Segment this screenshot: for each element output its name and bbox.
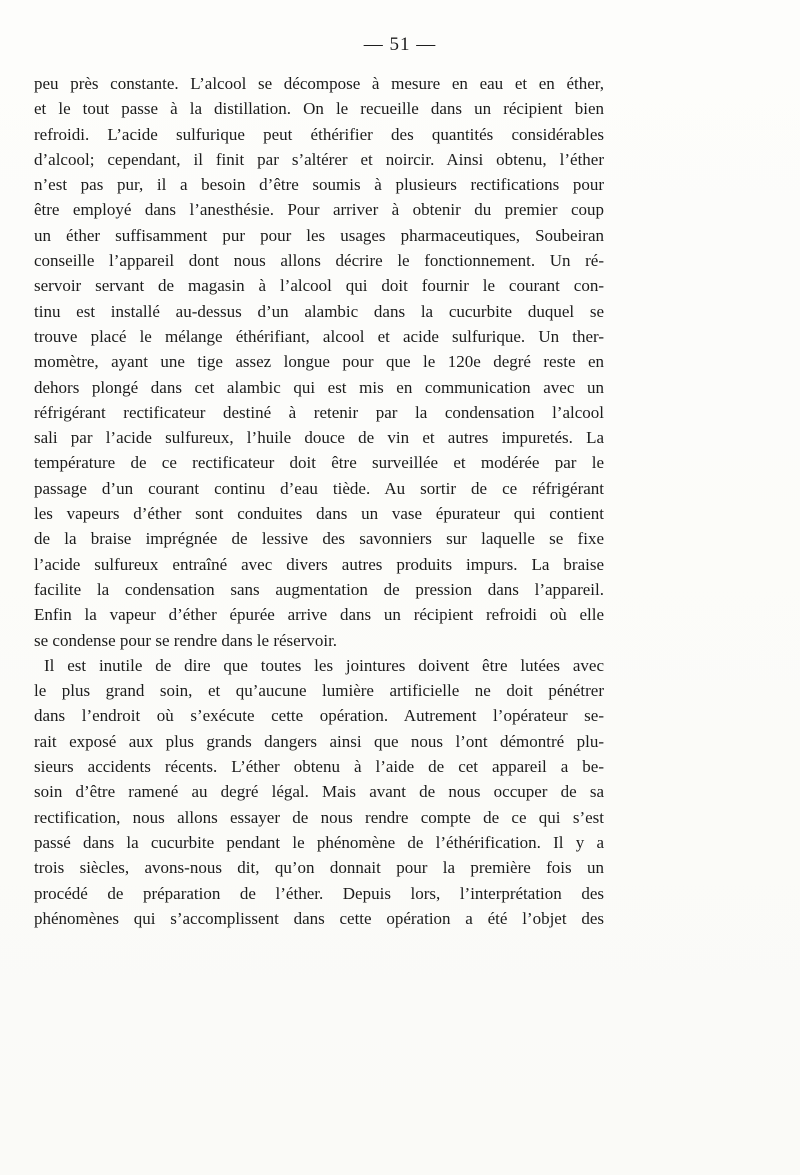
text-line: et le tout passe à la distillation. On le recueille dans un récipient bien: [34, 99, 604, 119]
text-line: de la braise imprégnée de lessive des savonniers sur laquelle se fixe: [34, 529, 604, 549]
text-line: le plus grand soin, et qu’aucune lumière artificielle ne doit pénétrer: [34, 681, 604, 701]
text-line: sali par l’acide sulfureux, l’huile douce de vin et autres impuretés. La: [34, 428, 604, 448]
text-line: rectification, nous allons essayer de nous rendre compte de ce qui s’est: [34, 807, 604, 827]
text-line: servoir servant de magasin à l’alcool qui doit fournir le courant con-: [34, 276, 604, 296]
body-text: [34, 71, 604, 931]
text-line: être employé dans l’anesthésie. Pour arriver à obtenir du premier coup: [34, 200, 604, 220]
text-line: dans l’endroit où s’exécute cette opération. Autrement l’opérateur se-: [34, 706, 604, 726]
text-line: d’alcool; cependant, il finit par s’altérer et noircir. Ainsi obtenu, l’éther: [34, 149, 604, 169]
page-number: — 51 —: [363, 34, 437, 55]
text-line: réfrigérant rectificateur destiné à retenir par la condensation l’alcool: [34, 402, 604, 422]
text-line: conseille l’appareil dont nous allons décrire le fonctionnement. Un ré-: [34, 251, 604, 271]
text-line: tinu est installé au-dessus d’un alambic dans la cucurbite duquel se: [34, 301, 604, 321]
text-line: Enfin la vapeur d’éther épurée arrive dans un récipient refroidi où elle: [34, 605, 604, 625]
text-line: facilite la condensation sans augmentation de pression dans l’appareil.: [34, 579, 604, 599]
text-line: passage d’un courant continu d’eau tiède. Au sortir de ce réfrigérant: [34, 478, 604, 498]
text-line: trouve placé le mélange éthérifiant, alcool et acide sulfurique. Un ther-: [34, 326, 604, 346]
text-line: l’acide sulfureux entraîné avec divers autres produits impurs. La braise: [34, 554, 604, 574]
text-line: procédé de préparation de l’éther. Depuis lors, l’interprétation des: [34, 883, 604, 903]
text-line: rait exposé aux plus grands dangers ainsi que nous l’ont démontré plu-: [34, 731, 604, 751]
text-line: soin d’être ramené au degré légal. Mais avant de nous occuper de sa: [34, 782, 604, 802]
text-line: Il est inutile de dire que toutes les jointures doivent être lutées avec: [44, 655, 604, 675]
text-line: refroidi. L’acide sulfurique peut éthérifier des quantités considérables: [34, 124, 604, 144]
text-line: n’est pas pur, il a besoin d’être soumis à plusieurs rectifications pour: [34, 175, 604, 195]
text-line: un éther suffisamment pur pour les usages pharmaceutiques, Soubeiran: [34, 225, 604, 245]
text-line: se condense pour se rendre dans le réservoir.: [34, 630, 338, 650]
text-line: passé dans la cucurbite pendant le phénomène de l’éthérification. Il y a: [34, 832, 604, 852]
text-line: momètre, ayant une tige assez longue pour que le 120e degré reste en: [34, 352, 604, 372]
paragraph-2: [34, 653, 604, 931]
text-line: température de ce rectificateur doit être surveillée et modérée par le: [34, 453, 604, 473]
text-line: trois siècles, avons-nous dit, qu’on donnait pour la première fois un: [34, 858, 604, 878]
text-line: phénomènes qui s’accomplissent dans cette opération a été l’objet des: [34, 908, 604, 928]
text-line: les vapeurs d’éther sont conduites dans un vase épurateur qui contient: [34, 504, 604, 524]
text-line: peu près constante. L’alcool se décompose à mesure en eau et en éther,: [34, 74, 604, 93]
paragraph-1: [34, 71, 604, 653]
text-line: dehors plongé dans cet alambic qui est mis en communication avec un: [34, 377, 604, 397]
text-line: sieurs accidents récents. L’éther obtenu à l’aide de cet appareil a be-: [34, 757, 604, 777]
